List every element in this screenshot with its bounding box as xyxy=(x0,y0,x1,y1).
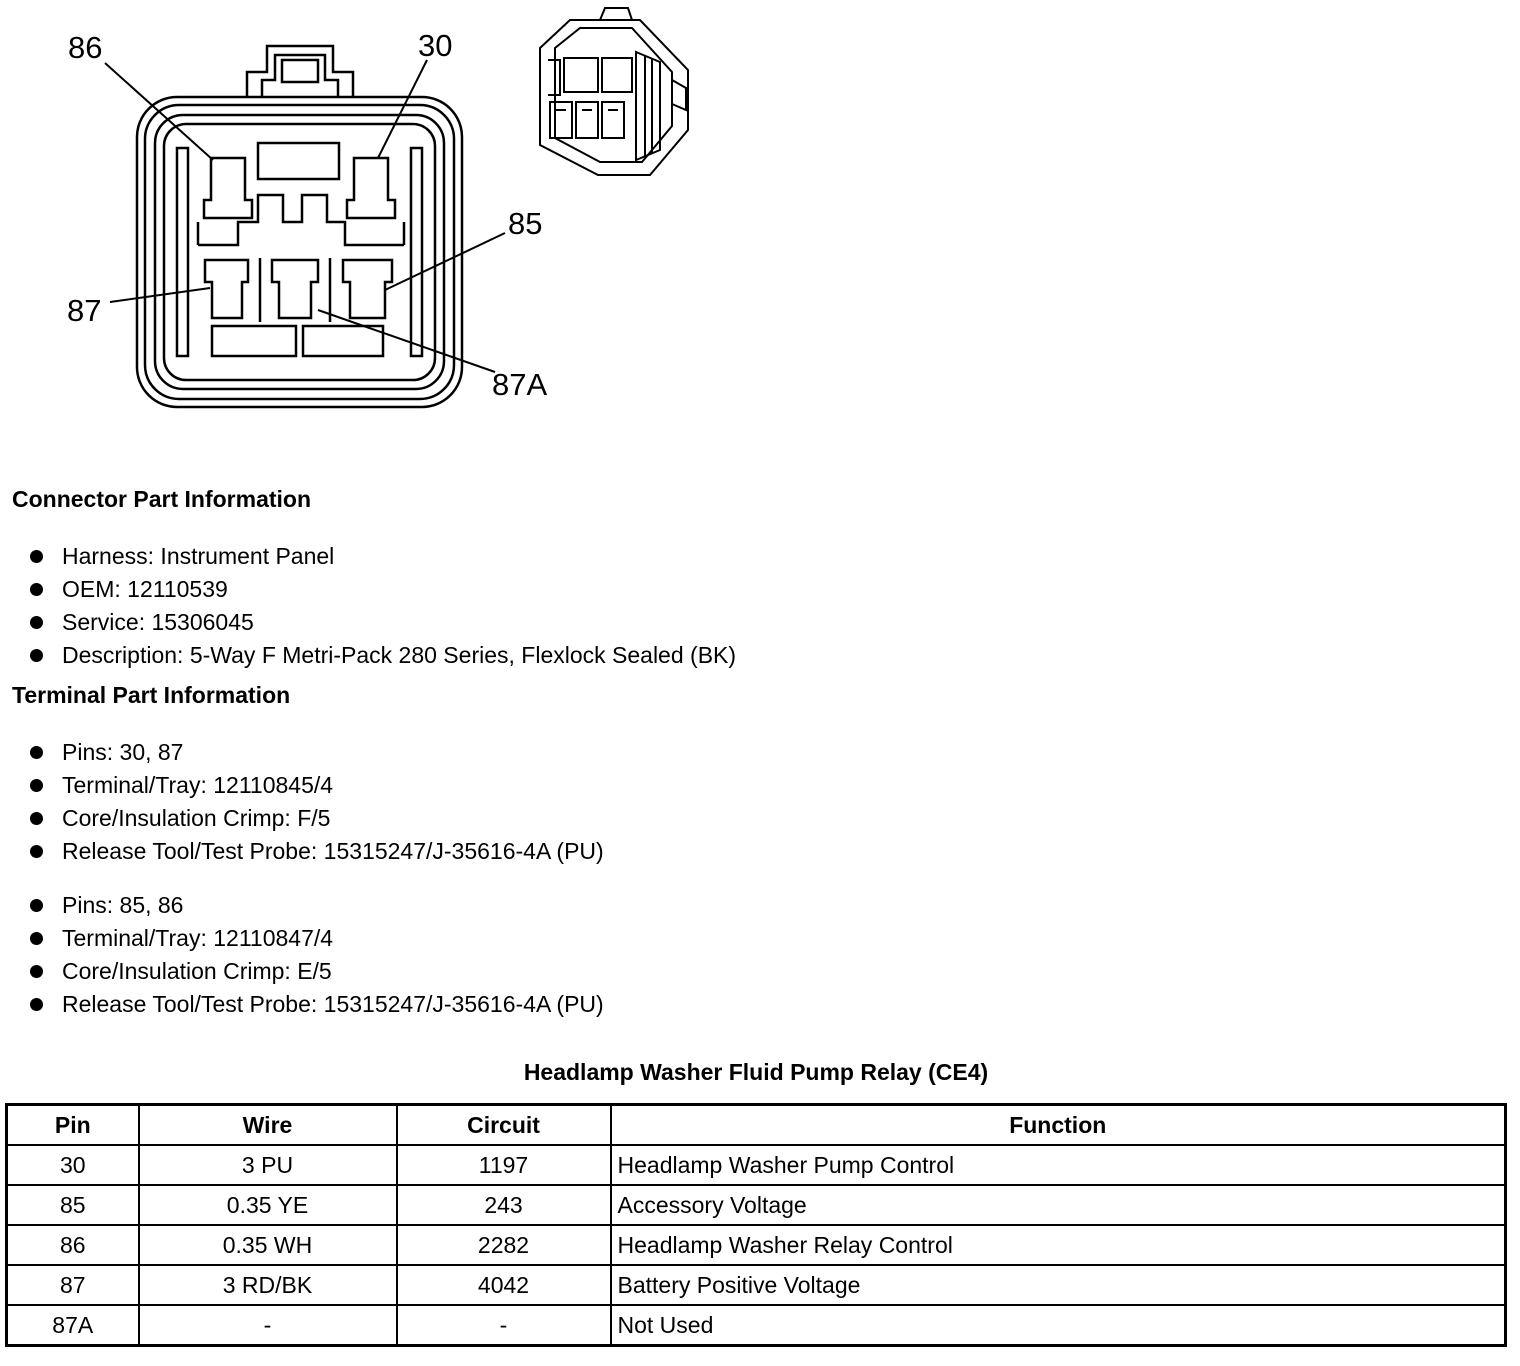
connector-face-drawing xyxy=(0,0,720,420)
list-item: OEM: 12110539 xyxy=(30,573,736,606)
bullet-icon xyxy=(30,616,43,629)
cell-wire: 3 RD/BK xyxy=(139,1265,397,1305)
terminal-info-title: Terminal Part Information xyxy=(12,682,291,708)
list-item: Description: 5-Way F Metri-Pack 280 Series, Flexlock Sealed (BK) xyxy=(30,639,736,672)
cell-function: Accessory Voltage xyxy=(611,1185,1506,1225)
bullet-icon xyxy=(30,965,43,978)
list-item: Core/Insulation Crimp: F/5 xyxy=(30,802,604,835)
cell-pin: 87 xyxy=(7,1265,139,1305)
bullet-icon xyxy=(30,649,43,662)
bullet-icon xyxy=(30,998,43,1011)
cell-circuit: - xyxy=(397,1305,611,1346)
connector-housing xyxy=(137,46,462,407)
pin-label-86: 86 xyxy=(68,30,103,65)
connector-info-title: Connector Part Information xyxy=(12,486,312,512)
table-row xyxy=(7,1145,1506,1185)
table-row xyxy=(7,1305,1506,1346)
connector-diagram xyxy=(0,0,720,420)
table-header-row xyxy=(7,1105,1506,1146)
pinout-table xyxy=(5,1103,1507,1347)
cell-circuit: 2282 xyxy=(397,1225,611,1265)
cell-function: Headlamp Washer Relay Control xyxy=(611,1225,1506,1265)
table-title: Headlamp Washer Fluid Pump Relay (CE4) xyxy=(523,1059,989,1085)
list-item: Core/Insulation Crimp: E/5 xyxy=(30,955,604,988)
bullet-icon xyxy=(30,779,43,792)
list-item: Release Tool/Test Probe: 15315247/J-35616-4A (PU) xyxy=(30,835,604,868)
bullet-icon xyxy=(30,899,43,912)
header-circuit: Circuit xyxy=(397,1105,611,1146)
list-item: Release Tool/Test Probe: 15315247/J-35616-4A (PU) xyxy=(30,988,604,1021)
header-wire: Wire xyxy=(139,1105,397,1146)
cell-function: Battery Positive Voltage xyxy=(611,1265,1506,1305)
list-item: Pins: 30, 87 xyxy=(30,736,604,769)
list-item: Terminal/Tray: 12110845/4 xyxy=(30,769,604,802)
table-row xyxy=(7,1225,1506,1265)
bullet-icon xyxy=(30,845,43,858)
pin-label-87: 87 xyxy=(67,293,102,328)
cell-function: Not Used xyxy=(611,1305,1506,1346)
list-item: Terminal/Tray: 12110847/4 xyxy=(30,922,604,955)
table-row xyxy=(7,1265,1506,1305)
cell-pin: 85 xyxy=(7,1185,139,1225)
terminal-info-group-1 xyxy=(30,736,604,868)
cell-pin: 86 xyxy=(7,1225,139,1265)
pin-label-85: 85 xyxy=(508,206,543,241)
cell-wire: 0.35 YE xyxy=(139,1185,397,1225)
bullet-icon xyxy=(30,932,43,945)
bullet-icon xyxy=(30,812,43,825)
cell-circuit: 1197 xyxy=(397,1145,611,1185)
connector-info-list xyxy=(30,540,736,672)
cell-wire: 3 PU xyxy=(139,1145,397,1185)
list-item: Harness: Instrument Panel xyxy=(30,540,736,573)
bullet-icon xyxy=(30,583,43,596)
cell-circuit: 4042 xyxy=(397,1265,611,1305)
bullet-icon xyxy=(30,746,43,759)
cell-function: Headlamp Washer Pump Control xyxy=(611,1145,1506,1185)
pin-label-30: 30 xyxy=(418,28,453,63)
cell-wire: - xyxy=(139,1305,397,1346)
cell-pin: 87A xyxy=(7,1305,139,1346)
table-row xyxy=(7,1185,1506,1225)
list-item: Pins: 85, 86 xyxy=(30,889,604,922)
header-pin: Pin xyxy=(7,1105,139,1146)
bullet-icon xyxy=(30,550,43,563)
pin-label-87a: 87A xyxy=(492,367,548,402)
cell-circuit: 243 xyxy=(397,1185,611,1225)
list-item: Service: 15306045 xyxy=(30,606,736,639)
connector-iso-view xyxy=(540,8,688,175)
cell-wire: 0.35 WH xyxy=(139,1225,397,1265)
cell-pin: 30 xyxy=(7,1145,139,1185)
terminal-info-group-2 xyxy=(30,889,604,1021)
header-function: Function xyxy=(611,1105,1506,1146)
